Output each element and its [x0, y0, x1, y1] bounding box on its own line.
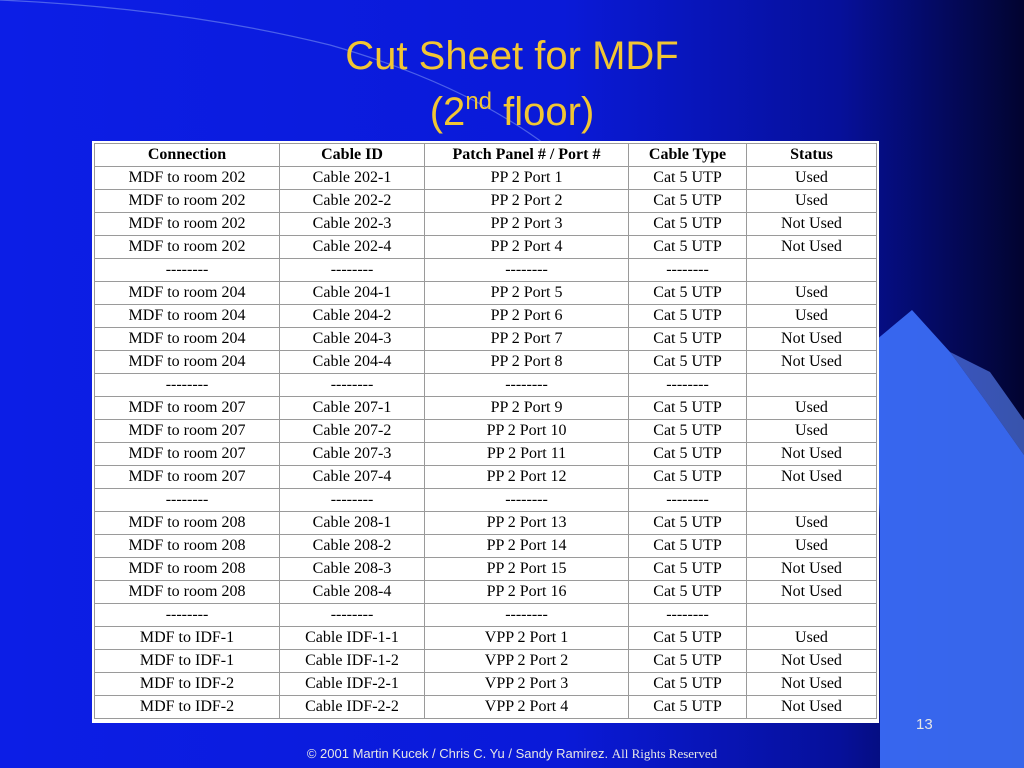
cell-connection: MDF to IDF-2	[95, 673, 280, 696]
cell-cable-type: Cat 5 UTP	[629, 443, 747, 466]
cell-cable-type: --------	[629, 374, 747, 397]
cell-cable-type: Cat 5 UTP	[629, 420, 747, 443]
cell-patch-panel-port: PP 2 Port 11	[425, 443, 629, 466]
cell-cable-id: Cable IDF-2-1	[280, 673, 425, 696]
cell-cable-type: Cat 5 UTP	[629, 535, 747, 558]
cell-connection: MDF to room 204	[95, 305, 280, 328]
cell-cable-type: Cat 5 UTP	[629, 236, 747, 259]
cell-cable-id: Cable 207-4	[280, 466, 425, 489]
cell-connection: MDF to room 204	[95, 282, 280, 305]
cell-cable-type: Cat 5 UTP	[629, 190, 747, 213]
cell-status: Not Used	[747, 236, 877, 259]
cell-connection: MDF to room 207	[95, 443, 280, 466]
cell-cable-id: Cable 202-3	[280, 213, 425, 236]
cell-status: Not Used	[747, 650, 877, 673]
cell-cable-id: Cable 208-2	[280, 535, 425, 558]
cell-cable-id: Cable 207-1	[280, 397, 425, 420]
cell-patch-panel-port: PP 2 Port 12	[425, 466, 629, 489]
table-row	[95, 397, 877, 420]
table-row	[95, 259, 877, 282]
page-number: 13	[916, 716, 933, 733]
cell-connection: MDF to room 204	[95, 351, 280, 374]
cell-connection: MDF to room 202	[95, 167, 280, 190]
cell-status: Not Used	[747, 443, 877, 466]
cell-cable-type: --------	[629, 259, 747, 282]
cell-connection: MDF to room 208	[95, 581, 280, 604]
slide-title-line2	[0, 87, 1024, 134]
table-row	[95, 328, 877, 351]
table-row	[95, 512, 877, 535]
copyright-footer	[0, 746, 1024, 762]
table-row	[95, 673, 877, 696]
cell-cable-id: --------	[280, 489, 425, 512]
cell-status: Used	[747, 305, 877, 328]
footer-rights: All Rights Reserved	[611, 746, 718, 761]
table-row	[95, 167, 877, 190]
cell-cable-type: Cat 5 UTP	[629, 650, 747, 673]
cell-patch-panel-port: VPP 2 Port 3	[425, 673, 629, 696]
cell-cable-id: Cable 204-2	[280, 305, 425, 328]
cell-cable-type: Cat 5 UTP	[629, 512, 747, 535]
cell-status: Not Used	[747, 696, 877, 719]
cell-patch-panel-port: PP 2 Port 15	[425, 558, 629, 581]
cell-patch-panel-port: PP 2 Port 9	[425, 397, 629, 420]
cell-cable-id: Cable 204-1	[280, 282, 425, 305]
table-row	[95, 489, 877, 512]
cell-cable-id: Cable IDF-2-2	[280, 696, 425, 719]
cell-cable-type: Cat 5 UTP	[629, 558, 747, 581]
cell-status: Used	[747, 190, 877, 213]
cell-connection: MDF to room 208	[95, 558, 280, 581]
cell-status: Not Used	[747, 466, 877, 489]
cell-connection: --------	[95, 604, 280, 627]
cell-status	[747, 259, 877, 282]
cell-cable-id: Cable 202-1	[280, 167, 425, 190]
cell-status: Not Used	[747, 581, 877, 604]
cell-patch-panel-port: --------	[425, 259, 629, 282]
cell-status: Used	[747, 167, 877, 190]
cell-patch-panel-port: --------	[425, 489, 629, 512]
cell-cable-id: Cable 204-4	[280, 351, 425, 374]
cell-patch-panel-port: PP 2 Port 10	[425, 420, 629, 443]
title-prefix: (2	[429, 90, 466, 134]
table-row	[95, 696, 877, 719]
cell-connection: MDF to IDF-1	[95, 627, 280, 650]
cell-connection: MDF to room 208	[95, 512, 280, 535]
cell-status: Not Used	[747, 328, 877, 351]
cell-cable-id: --------	[280, 604, 425, 627]
cell-status	[747, 604, 877, 627]
column-header-connection: Connection	[95, 144, 280, 167]
title-suffix: floor)	[492, 90, 595, 134]
cell-patch-panel-port: PP 2 Port 13	[425, 512, 629, 535]
cell-cable-id: Cable 207-2	[280, 420, 425, 443]
cell-connection: MDF to room 208	[95, 535, 280, 558]
cell-cable-type: Cat 5 UTP	[629, 328, 747, 351]
cell-connection: --------	[95, 259, 280, 282]
cell-cable-type: Cat 5 UTP	[629, 351, 747, 374]
cell-cable-type: Cat 5 UTP	[629, 397, 747, 420]
cell-status: Not Used	[747, 351, 877, 374]
cell-patch-panel-port: PP 2 Port 7	[425, 328, 629, 351]
cell-connection: MDF to room 202	[95, 236, 280, 259]
cell-connection: --------	[95, 489, 280, 512]
cell-cable-type: Cat 5 UTP	[629, 213, 747, 236]
cell-connection: MDF to IDF-2	[95, 696, 280, 719]
cell-connection: MDF to room 207	[95, 397, 280, 420]
column-header-status: Status	[747, 144, 877, 167]
table-row	[95, 351, 877, 374]
cell-status: Used	[747, 420, 877, 443]
cell-cable-id: Cable 208-1	[280, 512, 425, 535]
cell-patch-panel-port: VPP 2 Port 1	[425, 627, 629, 650]
cell-patch-panel-port: --------	[425, 604, 629, 627]
cell-connection: MDF to room 204	[95, 328, 280, 351]
table-row	[95, 305, 877, 328]
cell-connection: MDF to room 202	[95, 190, 280, 213]
table-row	[95, 236, 877, 259]
cell-cable-id: Cable IDF-1-1	[280, 627, 425, 650]
cell-status: Not Used	[747, 558, 877, 581]
cell-connection: MDF to room 207	[95, 466, 280, 489]
cell-status: Not Used	[747, 213, 877, 236]
cell-patch-panel-port: VPP 2 Port 4	[425, 696, 629, 719]
table-row	[95, 374, 877, 397]
cell-status	[747, 489, 877, 512]
table-row	[95, 420, 877, 443]
cell-patch-panel-port: PP 2 Port 3	[425, 213, 629, 236]
cell-status: Not Used	[747, 673, 877, 696]
cut-sheet-panel	[92, 141, 879, 723]
table-row	[95, 282, 877, 305]
table-row	[95, 604, 877, 627]
cell-patch-panel-port: PP 2 Port 14	[425, 535, 629, 558]
cell-cable-type: Cat 5 UTP	[629, 167, 747, 190]
cell-cable-id: --------	[280, 259, 425, 282]
cell-cable-id: Cable IDF-1-2	[280, 650, 425, 673]
table-row	[95, 190, 877, 213]
table-row	[95, 443, 877, 466]
cell-cable-type: Cat 5 UTP	[629, 673, 747, 696]
column-header-cable-id: Cable ID	[280, 144, 425, 167]
footer-text: © 2001 Martin Kucek / Chris C. Yu / Sandy Ramirez.	[306, 746, 609, 761]
table-row	[95, 466, 877, 489]
table-header-row	[95, 144, 877, 167]
cell-cable-type: --------	[629, 604, 747, 627]
cell-status: Used	[747, 627, 877, 650]
table-row	[95, 213, 877, 236]
cell-cable-type: Cat 5 UTP	[629, 581, 747, 604]
cell-cable-id: Cable 202-2	[280, 190, 425, 213]
cell-patch-panel-port: PP 2 Port 8	[425, 351, 629, 374]
cell-cable-id: Cable 207-3	[280, 443, 425, 466]
table-row	[95, 581, 877, 604]
cell-patch-panel-port: PP 2 Port 5	[425, 282, 629, 305]
cell-cable-type: Cat 5 UTP	[629, 696, 747, 719]
cell-cable-type: Cat 5 UTP	[629, 627, 747, 650]
column-header-cable-type: Cable Type	[629, 144, 747, 167]
cell-cable-type: Cat 5 UTP	[629, 305, 747, 328]
cell-status: Used	[747, 512, 877, 535]
cell-patch-panel-port: --------	[425, 374, 629, 397]
table-row	[95, 535, 877, 558]
cell-cable-type: Cat 5 UTP	[629, 282, 747, 305]
table-body	[95, 167, 877, 719]
cell-cable-type: Cat 5 UTP	[629, 466, 747, 489]
table-row	[95, 558, 877, 581]
cell-status: Used	[747, 535, 877, 558]
title-superscript: nd	[465, 87, 493, 115]
cell-cable-id: --------	[280, 374, 425, 397]
cell-patch-panel-port: PP 2 Port 1	[425, 167, 629, 190]
cell-status: Used	[747, 282, 877, 305]
cell-connection: MDF to room 202	[95, 213, 280, 236]
cell-patch-panel-port: VPP 2 Port 2	[425, 650, 629, 673]
cell-cable-type: --------	[629, 489, 747, 512]
cell-connection: MDF to room 207	[95, 420, 280, 443]
column-header-patch-panel-port: Patch Panel # / Port #	[425, 144, 629, 167]
cell-cable-id: Cable 208-4	[280, 581, 425, 604]
cut-sheet-table	[94, 143, 877, 719]
slide-title-line1: Cut Sheet for MDF	[345, 34, 679, 78]
cell-patch-panel-port: PP 2 Port 4	[425, 236, 629, 259]
cell-connection: MDF to IDF-1	[95, 650, 280, 673]
cell-cable-id: Cable 208-3	[280, 558, 425, 581]
cell-patch-panel-port: PP 2 Port 6	[425, 305, 629, 328]
table-row	[95, 627, 877, 650]
cell-status: Used	[747, 397, 877, 420]
cell-connection: --------	[95, 374, 280, 397]
cell-patch-panel-port: PP 2 Port 2	[425, 190, 629, 213]
cell-status	[747, 374, 877, 397]
table-row	[95, 650, 877, 673]
cell-patch-panel-port: PP 2 Port 16	[425, 581, 629, 604]
cell-cable-id: Cable 202-4	[280, 236, 425, 259]
cell-cable-id: Cable 204-3	[280, 328, 425, 351]
